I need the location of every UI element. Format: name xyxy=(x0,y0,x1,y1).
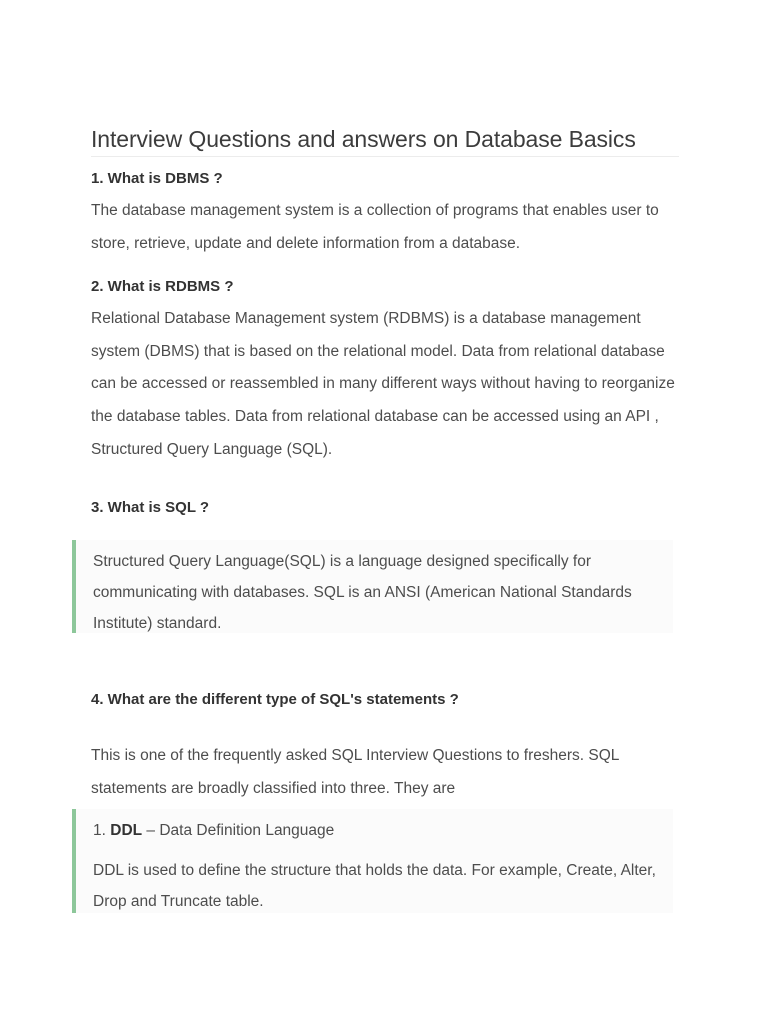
answer-4: This is one of the frequently asked SQL Interview Questions to freshers. SQL statements are broadly classified into three. They are xyxy=(91,747,619,797)
ddl-number: 1. xyxy=(93,822,106,839)
page-title: Interview Questions and answers on Database Basics xyxy=(91,124,679,157)
question-2: 2. What is RDBMS ? xyxy=(91,278,234,295)
ddl-description: DDL is used to define the structure that holds the data. For example, Create, Alter, Drop and Truncate table. xyxy=(93,862,656,910)
question-3: 3. What is SQL ? xyxy=(91,499,210,516)
answer-1: The database management system is a collection of programs that enables user to store, retrieve, update and delete information from a database. xyxy=(91,202,659,252)
blockquote-ddl xyxy=(72,809,673,913)
answer-2: Relational Database Management system (RDBMS) is a database management system (DBMS) that is based on the relational model. Data from relational database can be accessed or reassembled in many different ways without having to reorganize the database tables. Data from relational database can be accessed using an API , Structured Query Language (SQL). xyxy=(91,310,675,458)
ddl-term: DDL xyxy=(110,822,143,839)
question-4: 4. What are the different type of SQL's statements ? xyxy=(91,691,459,708)
question-1: 1. What is DBMS ? xyxy=(91,170,223,187)
answer-3: Structured Query Language(SQL) is a language designed specifically for communicating with databases. SQL is an ANSI (American National Standards Institute) standard. xyxy=(93,553,632,632)
ddl-label xyxy=(93,815,665,846)
blockquote-sql xyxy=(72,540,673,633)
ddl-expansion: – Data Definition Language xyxy=(146,822,335,839)
